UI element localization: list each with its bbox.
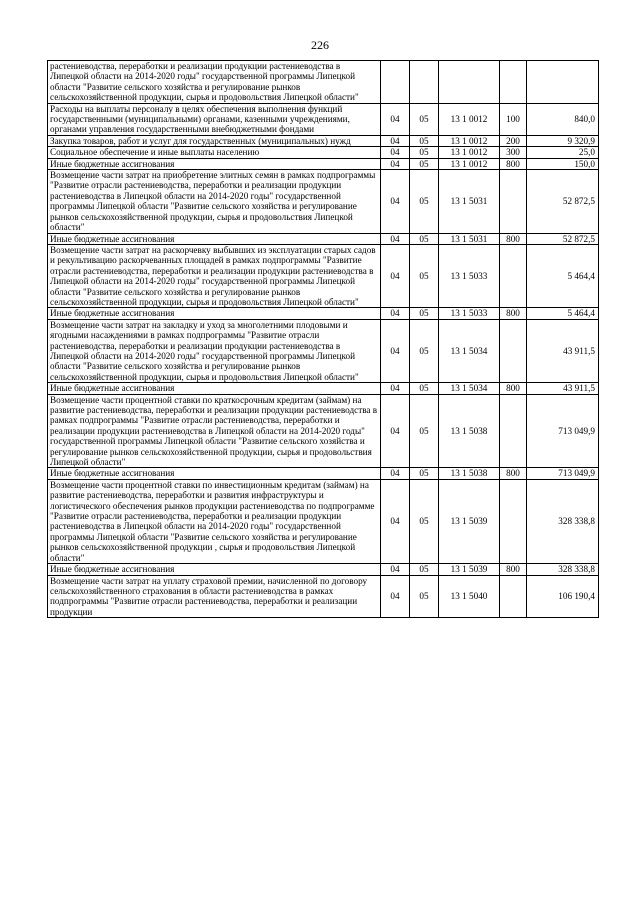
target-article-code bbox=[439, 61, 500, 104]
table-row bbox=[48, 135, 599, 146]
expense-type-code: 800 bbox=[500, 468, 527, 479]
row-amount: 150,0 bbox=[527, 158, 599, 169]
row-amount: 328 338,8 bbox=[527, 479, 599, 563]
expense-type-code bbox=[500, 394, 527, 468]
table-row bbox=[48, 383, 599, 394]
expense-type-code bbox=[500, 61, 527, 104]
subsection-code: 05 bbox=[410, 308, 439, 319]
subsection-code: 05 bbox=[410, 564, 439, 575]
subsection-code: 05 bbox=[410, 468, 439, 479]
expense-type-code: 800 bbox=[500, 233, 527, 244]
target-article-code: 13 1 0012 bbox=[439, 135, 500, 146]
target-article-code: 13 1 5031 bbox=[439, 233, 500, 244]
subsection-code: 05 bbox=[410, 394, 439, 468]
row-amount: 713 049,9 bbox=[527, 394, 599, 468]
expense-type-code bbox=[500, 319, 527, 382]
subsection-code: 05 bbox=[410, 158, 439, 169]
row-name: Иные бюджетные ассигнования bbox=[48, 468, 381, 479]
page-number: 226 bbox=[311, 38, 329, 52]
target-article-code: 13 1 5038 bbox=[439, 394, 500, 468]
section-code: 04 bbox=[381, 564, 410, 575]
row-amount: 52 872,5 bbox=[527, 233, 599, 244]
row-amount: 43 911,5 bbox=[527, 319, 599, 382]
target-article-code: 13 1 5034 bbox=[439, 383, 500, 394]
row-name: растениеводства, переработки и реализации продукции растениеводства в Липецкой области на 2014-2020 годы" государственной программы Липецкой области "Развитие сельского хозяйства и регулирование рынков сельскохозяйственной продукции, сырья и продовольствия Липецкой области" bbox=[48, 61, 381, 104]
section-code: 04 bbox=[381, 103, 410, 135]
table-row bbox=[48, 394, 599, 468]
subsection-code: 05 bbox=[410, 244, 439, 307]
table-row bbox=[48, 319, 599, 382]
target-article-code: 13 1 5039 bbox=[439, 479, 500, 563]
table-row bbox=[48, 170, 599, 233]
row-amount: 713 049,9 bbox=[527, 468, 599, 479]
target-article-code: 13 1 5031 bbox=[439, 170, 500, 233]
target-article-code: 13 1 0012 bbox=[439, 103, 500, 135]
row-name: Возмещение части затрат на закладку и уход за многолетними плодовыми и ягодными насаждениями в рамках подпрограммы "Развитие отрасли растениеводства, переработки и реализации продукции растениеводства в Липецкой области на 2014-2020 годы" государственной программы Липецкой области "Развитие сельского хозяйства и регулирование рынков сельскохозяйственной продукции, сырья и продовольствия Липецкой области" bbox=[48, 319, 381, 382]
target-article-code: 13 1 5034 bbox=[439, 319, 500, 382]
table-row bbox=[48, 233, 599, 244]
section-code: 04 bbox=[381, 394, 410, 468]
table-row bbox=[48, 61, 599, 104]
section-code: 04 bbox=[381, 244, 410, 307]
section-code: 04 bbox=[381, 147, 410, 158]
subsection-code: 05 bbox=[410, 319, 439, 382]
target-article-code: 13 1 0012 bbox=[439, 158, 500, 169]
table-row bbox=[48, 468, 599, 479]
row-name: Иные бюджетные ассигнования bbox=[48, 158, 381, 169]
expense-type-code bbox=[500, 244, 527, 307]
section-code: 04 bbox=[381, 383, 410, 394]
table-row bbox=[48, 103, 599, 135]
subsection-code: 05 bbox=[410, 383, 439, 394]
target-article-code: 13 1 0012 bbox=[439, 147, 500, 158]
expense-type-code: 800 bbox=[500, 158, 527, 169]
expense-type-code: 200 bbox=[500, 135, 527, 146]
expense-type-code bbox=[500, 170, 527, 233]
row-name: Закупка товаров, работ и услуг для государственных (муниципальных) нужд bbox=[48, 135, 381, 146]
subsection-code: 05 bbox=[410, 135, 439, 146]
row-amount: 328 338,8 bbox=[527, 564, 599, 575]
target-article-code: 13 1 5033 bbox=[439, 308, 500, 319]
subsection-code: 05 bbox=[410, 170, 439, 233]
subsection-code: 05 bbox=[410, 479, 439, 563]
table-row bbox=[48, 564, 599, 575]
section-code bbox=[381, 61, 410, 104]
row-name: Возмещение части затрат на раскорчевку выбывших из эксплуатации старых садов и рекультивацию раскорчеванных площадей в рамках подпрограммы "Развитие отрасли растениеводства, переработки и реализации продукции растениеводства в Липецкой области на 2014-2020 годы" государственной программы Липецкой области "Развитие сельского хозяйства и регулирование рынков сельскохозяйственной продукции, сырья и продовольствия Липецкой области" bbox=[48, 244, 381, 307]
row-name: Возмещение части процентной ставки по инвестиционным кредитам (займам) на развитие растениеводства, переработки и развития инфраструктуры и логистического обеспечения рынков продукции растениеводства по подпрограмме "Развитие отрасли растениеводства, переработки и реализации продукции растениеводства в Липецкой области на 2014-2020 годы" государственной программы Липецкой области "Развитие сельского хозяйства и регулирование рынков сельскохозяйственной продукции , сырья и продовольствия Липецкой области" bbox=[48, 479, 381, 563]
expense-type-code bbox=[500, 479, 527, 563]
row-name: Возмещение части затрат на приобретение элитных семян в рамках подпрограммы "Развитие отрасли растениеводства, переработки и реализации продукции растениеводства в Липецкой области на 2014-2020 годы" государственной программы Липецкой области "Развитие сельского хозяйства и регулирование рынков сельскохозяйственной продукции, сырья и продовольствия Липецкой области" bbox=[48, 170, 381, 233]
section-code: 04 bbox=[381, 170, 410, 233]
row-name: Возмещение части процентной ставки по краткосрочным кредитам (займам) на развитие растениеводства, переработки и реализации продукции растениеводства в рамках подпрограммы "Развитие отрасли растениеводства, переработки и реализации продукции растениеводства в Липецкой области на 2014-2020 годы" государственной программы Липецкой области "Развитие сельского хозяйства и регулирование рынков сельскохозяйственной продукции, сырья и продовольствия Липецкой области" bbox=[48, 394, 381, 468]
subsection-code: 05 bbox=[410, 147, 439, 158]
target-article-code: 13 1 5038 bbox=[439, 468, 500, 479]
expense-type-code: 800 bbox=[500, 383, 527, 394]
table-row bbox=[48, 575, 599, 618]
table-row bbox=[48, 479, 599, 563]
section-code: 04 bbox=[381, 308, 410, 319]
table-row bbox=[48, 244, 599, 307]
expense-type-code: 800 bbox=[500, 564, 527, 575]
row-amount: 25,0 bbox=[527, 147, 599, 158]
row-name: Социальное обеспечение и иные выплаты населению bbox=[48, 147, 381, 158]
section-code: 04 bbox=[381, 135, 410, 146]
table-row bbox=[48, 158, 599, 169]
section-code: 04 bbox=[381, 233, 410, 244]
row-name: Иные бюджетные ассигнования bbox=[48, 233, 381, 244]
row-amount: 9 320,9 bbox=[527, 135, 599, 146]
section-code: 04 bbox=[381, 575, 410, 618]
row-name: Иные бюджетные ассигнования bbox=[48, 383, 381, 394]
target-article-code: 13 1 5039 bbox=[439, 564, 500, 575]
expense-type-code: 800 bbox=[500, 308, 527, 319]
row-amount: 106 190,4 bbox=[527, 575, 599, 618]
table-row bbox=[48, 147, 599, 158]
expense-type-code: 300 bbox=[500, 147, 527, 158]
row-amount bbox=[527, 61, 599, 104]
subsection-code: 05 bbox=[410, 233, 439, 244]
row-amount: 43 911,5 bbox=[527, 383, 599, 394]
subsection-code: 05 bbox=[410, 103, 439, 135]
row-name: Возмещение части затрат на уплату страховой премии, начисленной по договору сельскохозяйственного страхования в области растениеводства в рамках подпрограммы "Развитие отрасли растениеводства, переработки и реализации продукции bbox=[48, 575, 381, 618]
row-amount: 5 464,4 bbox=[527, 244, 599, 307]
section-code: 04 bbox=[381, 479, 410, 563]
section-code: 04 bbox=[381, 319, 410, 382]
table-row bbox=[48, 308, 599, 319]
expense-type-code bbox=[500, 575, 527, 618]
subsection-code: 05 bbox=[410, 575, 439, 618]
row-name: Иные бюджетные ассигнования bbox=[48, 308, 381, 319]
row-amount: 840,0 bbox=[527, 103, 599, 135]
expense-type-code: 100 bbox=[500, 103, 527, 135]
row-amount: 5 464,4 bbox=[527, 308, 599, 319]
section-code: 04 bbox=[381, 158, 410, 169]
row-name: Иные бюджетные ассигнования bbox=[48, 564, 381, 575]
budget-table bbox=[47, 60, 599, 618]
row-name: Расходы на выплаты персоналу в целях обеспечения выполнения функций государственными (муниципальными) органами, казенными учреждениями, органами управления государственными внебюджетными фондами bbox=[48, 103, 381, 135]
subsection-code bbox=[410, 61, 439, 104]
row-amount: 52 872,5 bbox=[527, 170, 599, 233]
target-article-code: 13 1 5033 bbox=[439, 244, 500, 307]
target-article-code: 13 1 5040 bbox=[439, 575, 500, 618]
section-code: 04 bbox=[381, 468, 410, 479]
